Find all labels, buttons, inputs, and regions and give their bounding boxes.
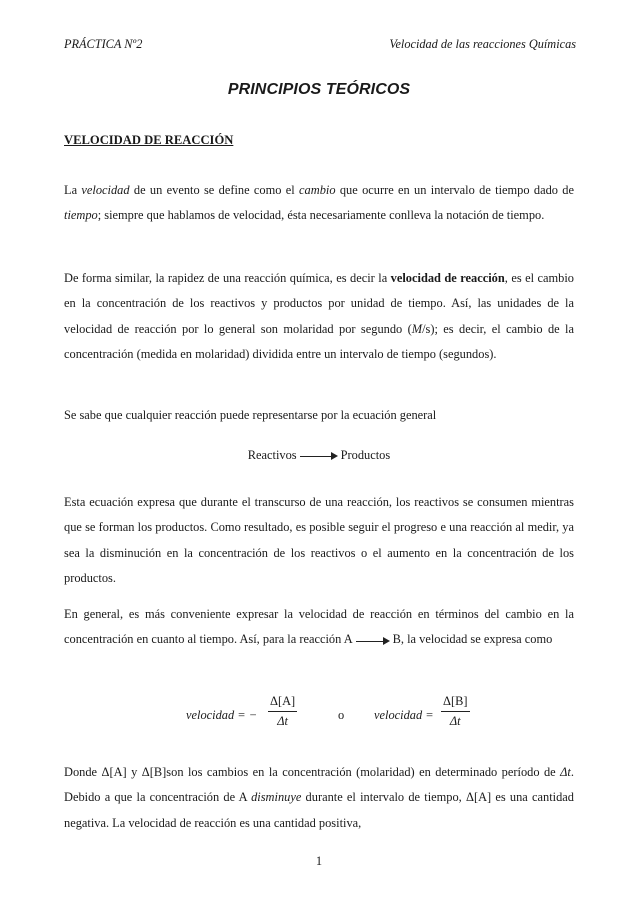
- equation-reactants: Reactivos: [247, 448, 297, 462]
- general-equation: [0, 448, 638, 463]
- header-practice-label: PRÁCTICA Nº2: [64, 37, 143, 51]
- page-title: PRINCIPIOS TEÓRICOS: [227, 81, 411, 98]
- formula-label-product: velocidad =: [374, 708, 434, 722]
- formula-label-reactant: velocidad = −: [186, 708, 258, 722]
- paragraph-equation-meaning: Esta ecuación expresa que durante el transcurso de una reacción, los reactivos se consumen mientras que se forman los productos. Como resultado, es posible seguir el progreso e una reacción al medir, ya sea la disminución en la concentración de los reactivos o el aumento en la concentración de los productos.: [64, 495, 574, 586]
- paragraph-rate-expression: En general, es más conveniente expresar la velocidad de reacción en términos del cambio en la concentración en cuanto al tiempo. Así, para la reacción A B, la velocidad se expresa como: [64, 607, 574, 647]
- rate-formulas: [0, 694, 638, 738]
- reaction-arrow-icon: [356, 636, 390, 646]
- formula-fraction-product: $\frac{\Delta[B]}{\Delta t}$: [443, 694, 468, 728]
- paragraph-general-equation: Se sabe que cualquier reacción puede representarse por la ecuación general: [64, 408, 437, 422]
- reaction-arrow-icon: [300, 451, 338, 461]
- equation-products: Productos: [340, 448, 391, 462]
- page-header: [64, 37, 574, 55]
- formula-or: o: [338, 708, 345, 722]
- formula-fraction-reactant: $\frac{\Delta[A]}{\Delta t}$: [270, 694, 296, 728]
- paragraph-reaction-rate: De forma similar, la rapidez de una reacción química, es decir la velocidad de reacción, es el cambio en la concentración de los reactivos y productos por unidad de tiempo. Así, las unidades de la velocidad de reacción por lo general son molaridad por segundo (M/s); es decir, el cambio de la concentración (medida en molaridad) dividida entre un intervalo de tiempo (segundos).: [64, 271, 575, 362]
- header-topic-label: Velocidad de las reacciones Químicas: [389, 37, 576, 51]
- page-number: 1: [315, 854, 323, 868]
- section-title: VELOCIDAD DE REACCIÓN: [64, 133, 234, 147]
- paragraph-delta-explanation: Donde Δ[A] y Δ[B]son los cambios en la concentración (molaridad) en determinado período de Δt. Debido a que la concentración de A disminuye durante el intervalo de tiempo, Δ[A] es una cantidad negativa. La velocidad de reacción es una cantidad positiva,: [64, 765, 574, 830]
- paragraph-definition: La velocidad de un evento se define como el cambio que ocurre en un intervalo de tiempo dado de tiempo; siempre que hablamos de velocidad, ésta necesariamente conlleva la notación de tiempo.: [64, 183, 574, 223]
